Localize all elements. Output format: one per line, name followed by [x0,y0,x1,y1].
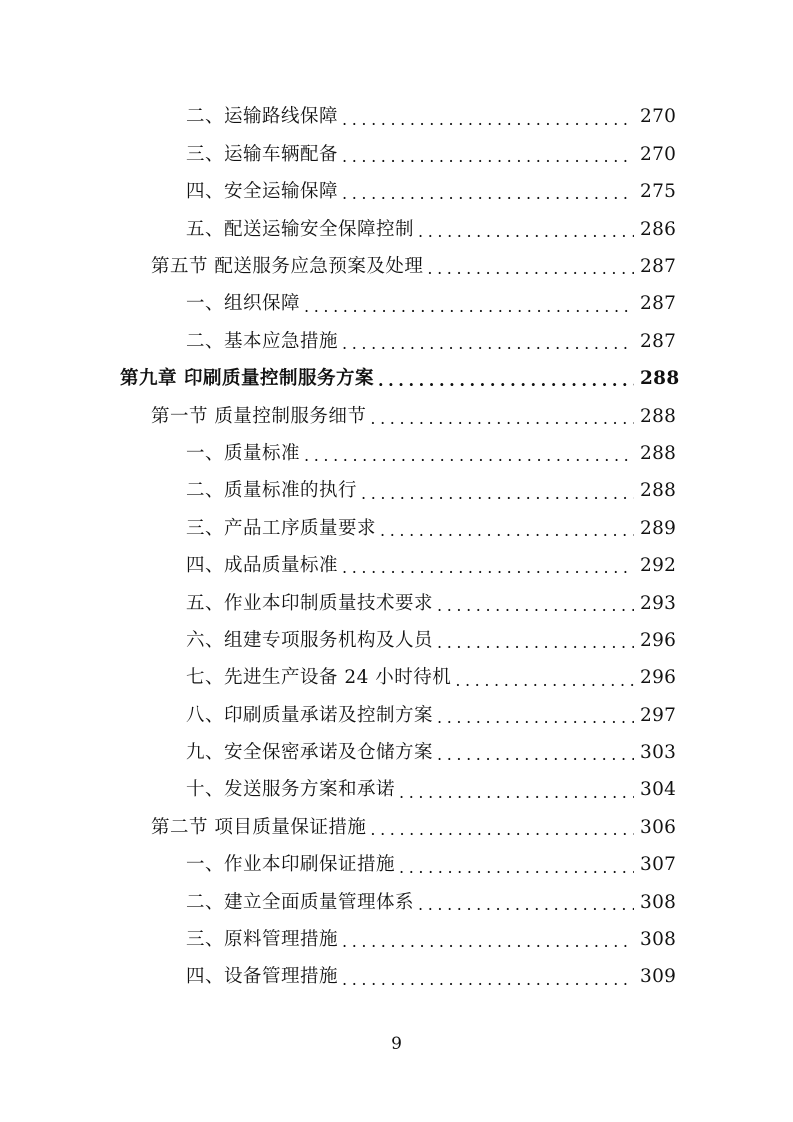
toc-dot-leader [342,972,634,988]
toc-dot-leader [399,860,634,876]
toc-dot-leader [437,598,634,614]
toc-entry-page: 288 [640,405,677,427]
toc-item-entry[interactable] [0,99,793,136]
toc-entry-title: 十、发送服务方案和承诺 [186,779,396,801]
toc-item-entry[interactable] [0,473,793,510]
toc-entry-title: 四、成品质量标准 [186,555,339,577]
toc-item-entry[interactable] [0,136,793,173]
toc-entry-title: 三、运输车辆配备 [186,143,339,165]
toc-section-entry[interactable] [0,249,793,286]
toc-entry-title: 五、配送运输安全保障控制 [186,218,415,240]
toc-entry-page: 287 [640,330,677,352]
toc-entry-title: 一、质量标准 [186,442,301,464]
table-of-contents [0,99,793,996]
toc-item-entry[interactable] [0,847,793,884]
toc-entry-title: 二、建立全面质量管理体系 [186,891,415,913]
toc-item-entry[interactable] [0,585,793,622]
toc-item-entry[interactable] [0,174,793,211]
toc-dot-leader [418,897,634,913]
toc-entry-title: 一、组织保障 [186,293,301,315]
toc-dot-leader [418,224,634,240]
toc-entry-title: 二、质量标准的执行 [186,480,358,502]
toc-dot-leader [304,448,634,464]
toc-item-entry[interactable] [0,436,793,473]
toc-entry-page: 296 [640,667,677,689]
toc-entry-title: 第五节 配送服务应急预案及处理 [151,256,424,277]
toc-item-entry[interactable] [0,772,793,809]
toc-entry-page: 288 [640,442,677,464]
toc-dot-leader [380,523,634,539]
toc-entry-page: 289 [640,517,677,539]
toc-entry-page: 303 [640,742,677,764]
toc-entry-title: 二、运输路线保障 [186,106,339,128]
toc-item-entry[interactable] [0,211,793,248]
toc-entry-title: 一、作业本印刷保证措施 [186,854,396,876]
toc-entry-title: 八、印刷质量承诺及控制方案 [186,704,434,726]
toc-entry-title: 四、安全运输保障 [186,181,339,203]
toc-entry-page: 288 [640,480,677,502]
toc-entry-title: 二、基本应急措施 [186,330,339,352]
toc-dot-leader [370,411,634,427]
toc-dot-leader [342,149,634,165]
toc-dot-leader [455,673,634,689]
toc-entry-page: 293 [640,592,677,614]
toc-dot-leader [437,710,634,726]
toc-entry-page: 287 [640,293,677,315]
toc-dot-leader [427,261,634,277]
toc-dot-leader [342,112,634,128]
toc-item-entry[interactable] [0,922,793,959]
toc-item-entry[interactable] [0,622,793,659]
toc-item-entry[interactable] [0,735,793,772]
toc-entry-page: 304 [640,779,677,801]
toc-item-entry[interactable] [0,323,793,360]
toc-dot-leader [378,373,634,389]
toc-dot-leader [361,486,634,502]
toc-entry-title: 第二节 项目质量保证措施 [151,816,367,838]
toc-entry-title: 三、产品工序质量要求 [186,517,377,539]
toc-entry-page: 287 [640,256,677,277]
toc-dot-leader [342,186,634,202]
toc-dot-leader [342,934,634,950]
toc-entry-page: 275 [640,181,677,203]
toc-entry-title: 九、安全保密承诺及仓储方案 [186,742,434,764]
toc-entry-title: 七、先进生产设备 24 小时待机 [186,667,452,689]
toc-entry-page: 308 [640,929,677,951]
toc-section-entry[interactable] [0,809,793,846]
toc-dot-leader [399,785,634,801]
toc-item-entry[interactable] [0,959,793,996]
toc-entry-page: 297 [640,704,677,726]
toc-item-entry[interactable] [0,548,793,585]
toc-entry-title: 第九章 印刷质量控制服务方案 [120,368,374,390]
toc-item-entry[interactable] [0,884,793,921]
page-number: 9 [391,1034,402,1054]
toc-dot-leader [342,560,634,576]
toc-entry-page: 270 [640,106,677,128]
toc-entry-page: 286 [640,218,677,240]
toc-item-entry[interactable] [0,660,793,697]
toc-dot-leader [370,822,634,838]
toc-entry-page: 270 [640,143,677,165]
toc-entry-title: 六、组建专项服务机构及人员 [186,629,434,651]
toc-item-entry[interactable] [0,510,793,547]
toc-dot-leader [437,635,634,651]
toc-entry-page: 292 [640,555,677,577]
toc-entry-title: 第一节 质量控制服务细节 [151,405,367,427]
toc-section-entry[interactable] [0,398,793,435]
toc-entry-page: 296 [640,629,677,651]
toc-dot-leader [437,747,634,763]
toc-entry-title: 四、设备管理措施 [186,966,339,988]
toc-dot-leader [304,299,634,315]
toc-chapter-entry[interactable] [0,361,793,398]
toc-item-entry[interactable] [0,697,793,734]
toc-item-entry[interactable] [0,286,793,323]
toc-dot-leader [342,336,634,352]
toc-entry-page: 309 [640,966,677,988]
toc-entry-page: 308 [640,891,677,913]
toc-entry-page: 307 [640,854,677,876]
toc-entry-title: 三、原料管理措施 [186,929,339,951]
toc-entry-title: 五、作业本印制质量技术要求 [186,592,434,614]
toc-entry-page: 288 [640,368,680,390]
toc-entry-page: 306 [640,816,677,838]
